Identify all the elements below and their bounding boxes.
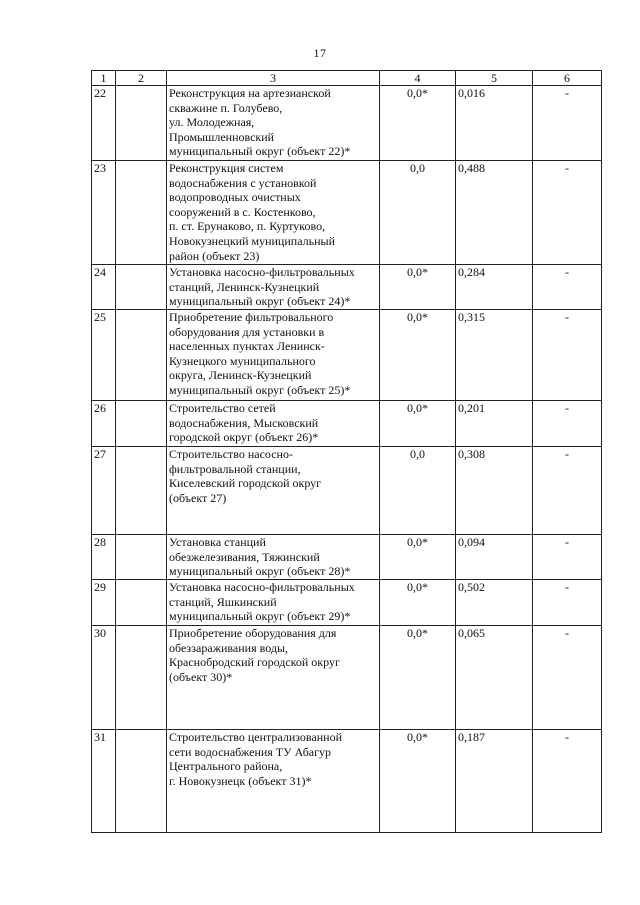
object-name: Реконструкция систем водоснабжения с установкой водопроводных очистных сооружений в с. Костенково, п. ст. Ерунаково, п. Куртуково, Новокузнецкий муниципальный район (объект 23) — [167, 161, 380, 265]
row-number: 26 — [92, 401, 116, 447]
object-name: Реконструкция на артезианской скважине п. Голубево, ул. Молодежная, Промышленновский муниципальный округ (объект 22)* — [167, 86, 380, 161]
table-row — [92, 310, 602, 401]
row-col2 — [116, 265, 167, 310]
row-col2 — [116, 86, 167, 161]
table-row — [92, 580, 602, 626]
value-col6: - — [533, 161, 602, 265]
row-col2 — [116, 401, 167, 447]
value-col4: 0,0* — [380, 265, 456, 310]
value-col4: 0,0* — [380, 401, 456, 447]
object-name: Установка насосно-фильтровальных станций, Яшкинский муниципальный округ (объект 29)* — [167, 580, 380, 626]
table-row — [92, 626, 602, 730]
value-col6: - — [533, 401, 602, 447]
value-col4: 0,0* — [380, 310, 456, 401]
row-col2 — [116, 535, 167, 580]
value-col5: 0,065 — [456, 626, 533, 730]
value-col5: 0,187 — [456, 730, 533, 833]
page-number: 17 — [313, 46, 327, 60]
object-name: Установка насосно-фильтровальных станций, Ленинск-Кузнецкий муниципальный округ (объект 24)* — [167, 265, 380, 310]
table-row — [92, 401, 602, 447]
row-number: 25 — [92, 310, 116, 401]
value-col6: - — [533, 310, 602, 401]
value-col4: 0,0* — [380, 580, 456, 626]
column-header: 1 — [92, 71, 116, 86]
table-row — [92, 730, 602, 833]
row-number: 27 — [92, 447, 116, 535]
value-col6: - — [533, 86, 602, 161]
value-col4: 0,0* — [380, 626, 456, 730]
value-col5: 0,308 — [456, 447, 533, 535]
row-number: 23 — [92, 161, 116, 265]
value-col6: - — [533, 626, 602, 730]
value-col5: 0,488 — [456, 161, 533, 265]
object-name: Установка станций обезжелезивания, Тяжинский муниципальный округ (объект 28)* — [167, 535, 380, 580]
row-number: 30 — [92, 626, 116, 730]
row-number: 22 — [92, 86, 116, 161]
table-row — [92, 447, 602, 535]
table-header-row — [92, 71, 602, 86]
value-col4: 0,0 — [380, 447, 456, 535]
column-header: 2 — [116, 71, 167, 86]
value-col6: - — [533, 535, 602, 580]
column-header: 6 — [533, 71, 602, 86]
row-number: 29 — [92, 580, 116, 626]
column-header: 3 — [167, 71, 380, 86]
value-col4: 0,0 — [380, 161, 456, 265]
row-col2 — [116, 310, 167, 401]
row-number: 31 — [92, 730, 116, 833]
value-col4: 0,0* — [380, 535, 456, 580]
value-col5: 0,315 — [456, 310, 533, 401]
column-header: 4 — [380, 71, 456, 86]
row-col2 — [116, 626, 167, 730]
object-name: Строительство централизованной сети водоснабжения ТУ Абагур Центрального района, г. Новокузнецк (объект 31)* — [167, 730, 380, 833]
table-row — [92, 161, 602, 265]
row-col2 — [116, 161, 167, 265]
value-col6: - — [533, 265, 602, 310]
value-col5: 0,016 — [456, 86, 533, 161]
value-col6: - — [533, 580, 602, 626]
value-col5: 0,094 — [456, 535, 533, 580]
row-number: 24 — [92, 265, 116, 310]
row-col2 — [116, 580, 167, 626]
object-name: Приобретение оборудования для обеззараживания воды, Краснобродский городской округ (объект 30)* — [167, 626, 380, 730]
row-col2 — [116, 447, 167, 535]
value-col6: - — [533, 730, 602, 833]
object-name: Приобретение фильтровального оборудования для установки в населенных пунктах Ленинск- Кузнецкого муниципального округа, Ленинск-Кузнецкий муниципальный округ (объект 25)* — [167, 310, 380, 401]
objects-table — [91, 70, 602, 833]
value-col5: 0,201 — [456, 401, 533, 447]
table-row — [92, 86, 602, 161]
table-row — [92, 535, 602, 580]
object-name: Строительство насосно- фильтровальной станции, Киселевский городской округ (объект 27) — [167, 447, 380, 535]
row-col2 — [116, 730, 167, 833]
value-col5: 0,284 — [456, 265, 533, 310]
column-header: 5 — [456, 71, 533, 86]
value-col4: 0,0* — [380, 730, 456, 833]
value-col5: 0,502 — [456, 580, 533, 626]
value-col6: - — [533, 447, 602, 535]
value-col4: 0,0* — [380, 86, 456, 161]
object-name: Строительство сетей водоснабжения, Мысковский городской округ (объект 26)* — [167, 401, 380, 447]
row-number: 28 — [92, 535, 116, 580]
table-row — [92, 265, 602, 310]
